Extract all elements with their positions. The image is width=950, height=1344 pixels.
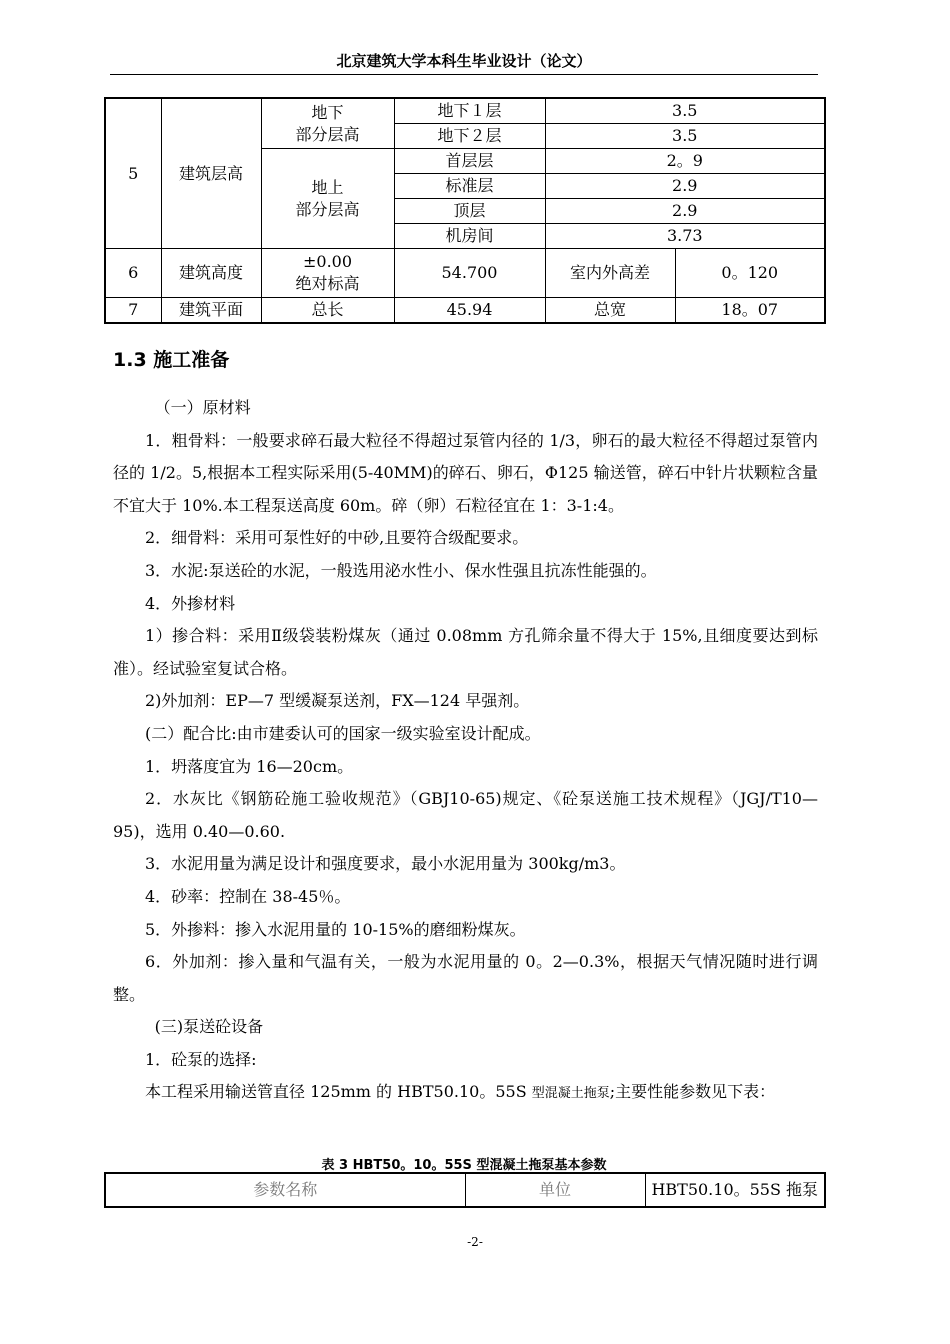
paragraph: 1）掺合料：采用Ⅱ级袋装粉煤灰（通过 0.08mm 方孔筛余量不得大于 15%,且细度要达到标准）。经试验室复试合格。: [113, 626, 818, 678]
text-run: 型混凝土拖泵: [531, 1086, 610, 1102]
floor-label: 地下２层: [394, 124, 545, 149]
width-value: 18。07: [675, 298, 825, 324]
paragraph: 3．水泥:泵送砼的水泥，一般选用泌水性小、保水性强且抗冻性能强的。: [145, 560, 657, 580]
elevation-diff-value: 0。120: [675, 249, 825, 298]
section-title: 1.3 施工准备: [113, 349, 230, 371]
paragraph: 2．水灰比《钢筋砼施工验收规范》（GBJ10-65)规定、《砼泵送施工技术规程》（JGJ/T10—95)，选用 0.40—0.60.: [113, 789, 818, 841]
paragraph: 3．水泥用量为满足设计和强度要求，最小水泥用量为 300kg/m3。: [145, 854, 626, 874]
row-item: 建筑层高: [161, 98, 261, 249]
text-run: ;主要性能参数见下表：: [609, 1082, 776, 1102]
floor-value: 3.5: [545, 98, 825, 124]
column-header: HBT50.10。55S 拖泵: [645, 1173, 825, 1207]
paragraph: 6．外加剂：掺入量和气温有关，一般为水泥用量的 0。2—0.3%，根据天气情况随时进行调整。: [113, 952, 818, 1004]
header-rule: [110, 74, 818, 75]
paragraph: (二）配合比:由市建委认可的国家一级实验室设计配成。: [145, 723, 541, 743]
paragraph: 5．外掺料：掺入水泥用量的 10-15%的磨细粉煤灰。: [145, 919, 526, 939]
paragraph: 4．外掺材料: [145, 593, 236, 613]
floor-value: 2.9: [545, 199, 825, 224]
paragraph: 2)外加剂：EP—7 型缓凝泵送剂，FX—124 早强剂。: [145, 691, 530, 711]
text-run: 本工程采用输送管直径 125mm 的 HBT50.10。55S: [145, 1082, 532, 1102]
group-label: 地下 部分层高: [261, 98, 394, 149]
floor-value: 3.73: [545, 224, 825, 249]
building-params-table: [104, 97, 826, 324]
floor-value: 3.5: [545, 124, 825, 149]
floor-label: 地下１层: [394, 98, 545, 124]
paragraph: (三)泵送砼设备: [154, 1017, 264, 1037]
length-label: 总长: [261, 298, 394, 324]
height-reference: ±0.00 绝对标高: [261, 249, 394, 298]
height-value: 54.700: [394, 249, 545, 298]
page-number: -2-: [467, 1235, 483, 1249]
page-header: 北京建筑大学本科生毕业设计（论文）: [336, 52, 592, 70]
body-text: [113, 392, 818, 1111]
paragraph: [113, 1076, 818, 1111]
paragraph: 2．细骨料：采用可泵性好的中砂,且要符合级配要求。: [145, 528, 529, 548]
floor-value: 2.9: [545, 174, 825, 199]
floor-label: 顶层: [394, 199, 545, 224]
paragraph: （一）原材料: [154, 398, 251, 417]
floor-label: 首层层: [394, 149, 545, 174]
row-number: 5: [105, 98, 161, 249]
paragraph: 1．砼泵的选择:: [145, 1049, 257, 1069]
floor-label: 标准层: [394, 174, 545, 199]
table-caption: 表 3 HBT50。10。55S 型混凝土拖泵基本参数: [321, 1158, 607, 1173]
floor-label: 机房间: [394, 224, 545, 249]
column-header: 参数名称: [105, 1173, 465, 1207]
length-value: 45.94: [394, 298, 545, 324]
row-item: 建筑高度: [161, 249, 261, 298]
group-label: 地上 部分层高: [261, 149, 394, 249]
floor-value: 2。9: [545, 149, 825, 174]
row-number: 6: [105, 249, 161, 298]
pump-params-table: [104, 1172, 826, 1208]
width-label: 总宽: [545, 298, 675, 324]
row-number: 7: [105, 298, 161, 324]
paragraph: 1．坍落度宜为 16—20cm。: [145, 756, 354, 776]
column-header: 单位: [465, 1173, 645, 1207]
paragraph: 1．粗骨料：一般要求碎石最大粒径不得超过泵管内径的 1/3，卵石的最大粒径不得超过泵管内径的 1/2。5,根据本工程实际采用(5-40MM)的碎石、卵石，Φ125 输送管，碎石中针片状颗粒含量不宜大于 10%.本工程泵送高度 60m。碎（卵）石粒径宜在 1：3-1:4。: [113, 430, 818, 515]
elevation-diff-label: 室内外高差: [545, 249, 675, 298]
paragraph: 4．砂率：控制在 38-45％。: [145, 886, 351, 906]
row-item: 建筑平面: [161, 298, 261, 324]
